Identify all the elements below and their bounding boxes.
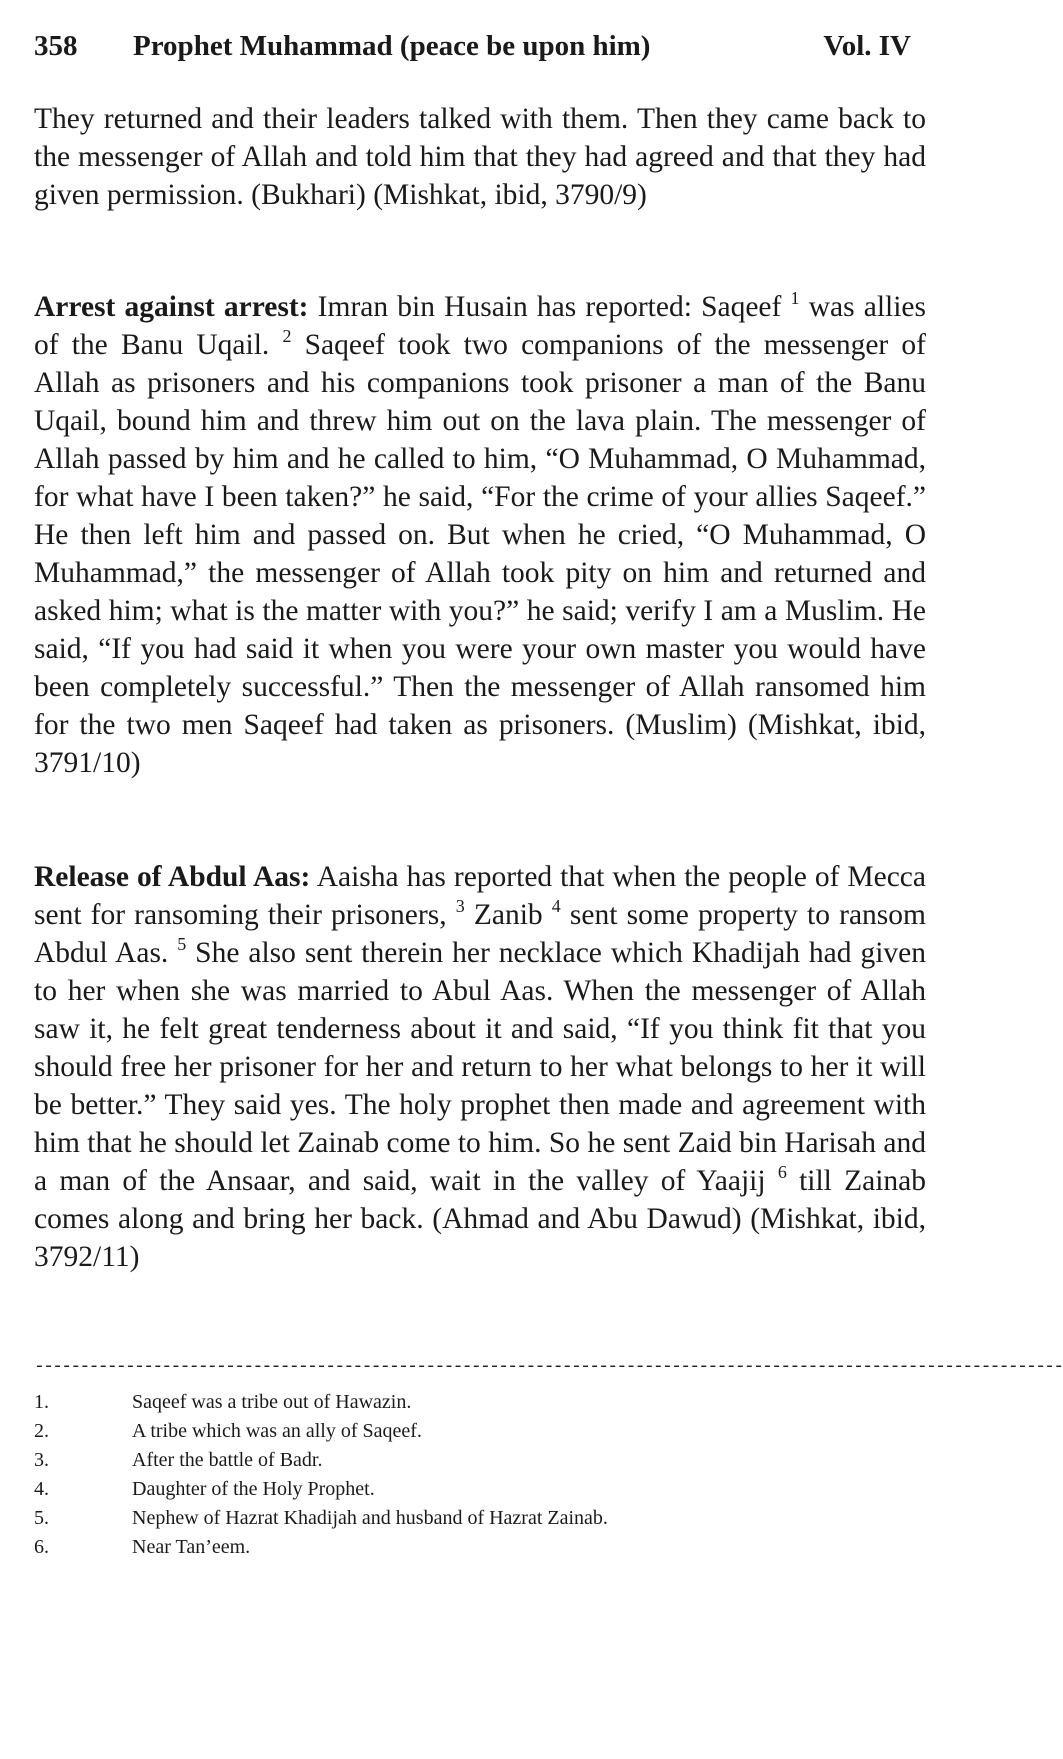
volume-label: Vol. IV: [823, 30, 911, 62]
footnote-item: [34, 1388, 926, 1417]
footnote-number: 4.: [34, 1478, 49, 1500]
footnote-ref[interactable]: 4: [551, 896, 561, 916]
footnote-number: 1.: [34, 1391, 49, 1413]
paragraph-arrest-against-arrest: [34, 288, 926, 782]
paragraph-text: They returned and their leaders talked with them. Then they came back to the messenger of Allah and told him that they had agreed and that they had given permission. (Bukhari) (Mishkat, ibid, 3790/9): [34, 103, 926, 211]
footnote-number: 6.: [34, 1536, 49, 1558]
paragraph-text: sent some property to ransom Abdul Aas.: [34, 899, 926, 969]
paragraph-text: was allies of the Banu Uqail.: [34, 291, 927, 361]
footnote-number: 3.: [34, 1449, 49, 1471]
paragraph-release-of-abdul-aas: [34, 858, 926, 1276]
paragraph-text: Saqeef took two companions of the messenger of Allah as prisoners and his companions took prisoner a man of the Banu Uqail, bound him and threw him out on the lava plain. The messenger of Allah passed by him and he called to him, “O Muhammad, O Muhammad, for what have I been taken?” he said, “For the crime of your allies Saqeef.” He then left him and passed on. But when he cried, “O Muhammad, O Muhammad,” the messenger of Allah took pity on him and returned and asked him; what is the matter with you?” he said; verify I am a Muslim. He said, “If you had said it when you were your own master you would have been completely successful.” Then the messenger of Allah ransomed him for the two men Saqeef had taken as prisoners. (Muslim) (Mishkat, ibid, 3791/10): [34, 329, 926, 779]
footnote-item: [34, 1446, 926, 1475]
footnote-text: Nephew of Hazrat Khadijah and husband of Hazrat Zainab.: [132, 1507, 608, 1529]
footnote-item: [34, 1504, 926, 1533]
footnote-text: Near Tan’eem.: [132, 1536, 251, 1558]
footnote-text: After the battle of Badr.: [132, 1449, 323, 1471]
paragraph-text: till Zainab comes along and bring her back. (Ahmad and Abu Dawud) (Mishkat, ibid, 3792/11): [34, 1165, 926, 1273]
footnotes-list: [34, 1388, 926, 1562]
footnote-number: 2.: [34, 1420, 49, 1442]
footnote-item: [34, 1475, 926, 1504]
paragraph-text: Imran bin Husain has reported: Saqeef: [308, 291, 791, 323]
footnote-ref[interactable]: 5: [177, 934, 187, 954]
footnote-ref[interactable]: 6: [777, 1162, 787, 1182]
paragraph-text: Zanib: [464, 899, 552, 931]
footnote-ref[interactable]: 2: [282, 326, 292, 346]
paragraph-continuation: [34, 100, 926, 214]
footnote-number: 5.: [34, 1507, 49, 1529]
section-heading: Release of Abdul Aas:: [34, 861, 311, 893]
footnote-ref[interactable]: 1: [790, 288, 800, 308]
footnote-item: [34, 1417, 926, 1446]
page-header: [34, 26, 926, 66]
section-heading: Arrest against arrest:: [34, 291, 309, 323]
footnote-text: Saqeef was a tribe out of Hawazin.: [132, 1391, 412, 1413]
paragraph-text: She also sent therein her necklace which Khadijah had given to her when she was married to Abul Aas. When the messenger of Allah saw it, he felt great tenderness about it and said, “If you think fit that you should free her prisoner for her and return to her what belongs to her it will be better.” They said yes. The holy prophet then made and agreement with him that he should let Zainab come to him. So he sent Zaid bin Harisah and a man of the Ansaar, and said, wait in the valley of Yaajij: [34, 937, 926, 1197]
footnote-ref[interactable]: 3: [455, 896, 465, 916]
page-number: 358: [34, 30, 78, 62]
running-title: Prophet Muhammad (peace be upon him): [133, 30, 651, 62]
paragraph-text: Aaisha has reported that when the people of Mecca sent for ransoming their prisoners,: [34, 861, 926, 931]
footnote-item: [34, 1533, 926, 1562]
footnote-text: A tribe which was an ally of Saqeef.: [132, 1420, 422, 1442]
footnote-text: Daughter of the Holy Prophet.: [132, 1478, 375, 1500]
footnote-divider: -----------------------------------------------------------------------------------------------------------------: [34, 1357, 1063, 1377]
